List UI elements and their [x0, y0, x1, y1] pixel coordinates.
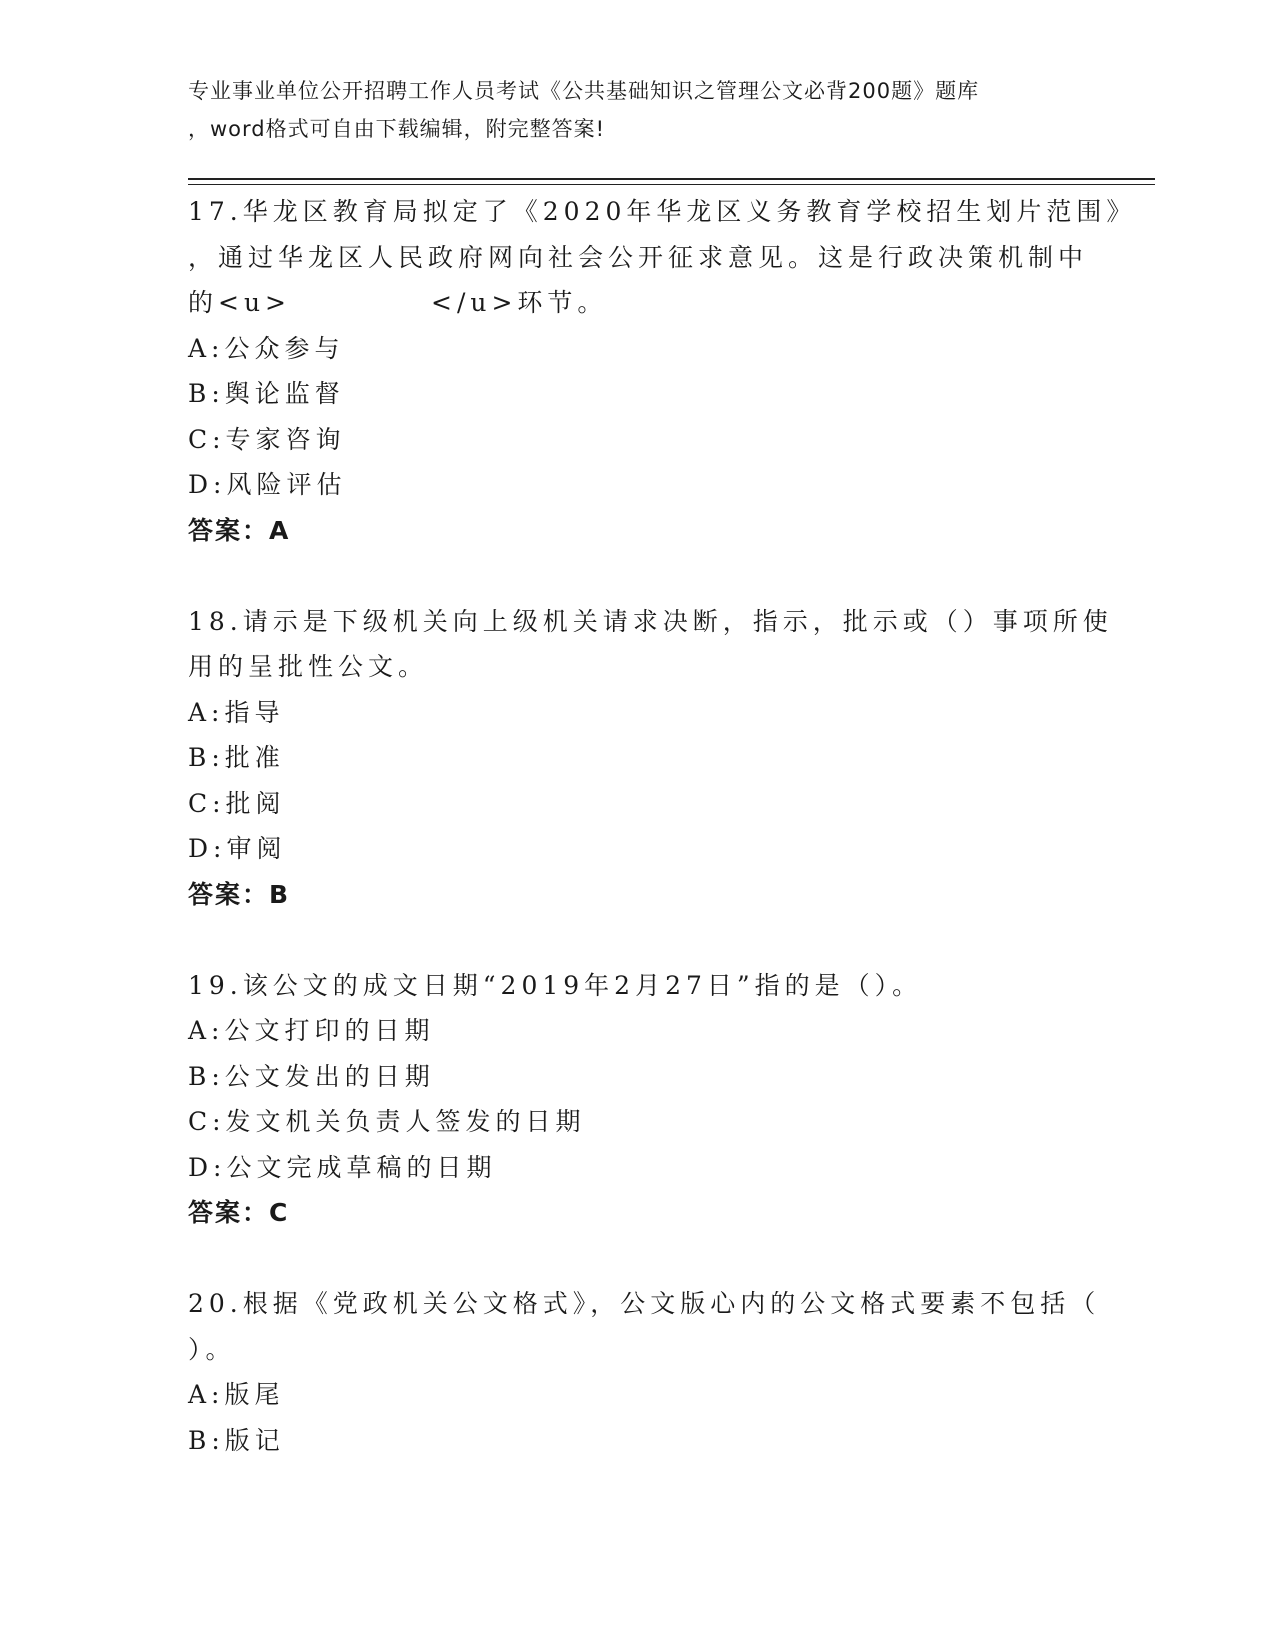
question-20: [188, 1281, 1101, 1463]
option-b: B:版记: [188, 1425, 285, 1455]
option-a: A:指导: [188, 697, 285, 727]
option-b: B:批准: [188, 743, 285, 772]
document-header: [188, 72, 1088, 148]
option-d: D:公文完成草稿的日期: [188, 1152, 497, 1182]
question-stem-line: 用的呈批性公文。: [188, 652, 429, 681]
option-b: B:公文发出的日期: [188, 1061, 435, 1091]
header-divider-thin: [188, 184, 1155, 185]
header-subtitle-line: ，word格式可自由下载编辑，附完整答案!: [188, 117, 606, 141]
question-stem-fragment: </u>环节。: [431, 288, 608, 317]
question-17: [188, 189, 1137, 553]
option-c: C:发文机关负责人签发的日期: [188, 1107, 586, 1136]
question-stem-fragment: 的<u>: [188, 288, 291, 317]
option-a: A:公文打印的日期: [188, 1016, 435, 1045]
question-18: [188, 599, 1113, 918]
answer-line: 答案：A: [188, 515, 291, 545]
option-d: D:审阅: [188, 834, 287, 863]
option-a: A:公众参与: [188, 333, 345, 363]
option-c: C:专家咨询: [188, 424, 346, 454]
question-stem-line: 19.该公文的成文日期“2019年2月27日”指的是（）。: [188, 970, 923, 1000]
question-19: [188, 963, 1088, 1236]
option-a: A:版尾: [188, 1380, 285, 1409]
question-stem-line: 18.请示是下级机关向上级机关请求决断，指示，批示或（）事项所使: [188, 606, 1113, 636]
question-list: [188, 189, 1137, 1509]
header-title-line: 专业事业单位公开招聘工作人员考试《公共基础知识之管理公文必背200题》题库: [188, 79, 980, 103]
option-d: D:风险评估: [188, 470, 347, 499]
question-stem-line: 17.华龙区教育局拟定了《2020年华龙区义务教育学校招生划片范围》: [188, 197, 1137, 226]
answer-line: 答案：B: [188, 879, 291, 909]
header-divider-thick: [188, 178, 1155, 180]
question-stem-line: 20.根据《党政机关公文格式》，公文版心内的公文格式要素不包括（: [188, 1289, 1101, 1318]
option-c: C:批阅: [188, 788, 286, 818]
question-stem-line: ，通过华龙区人民政府网向社会公开征求意见。这是行政决策机制中: [188, 242, 1089, 272]
question-stem-line: [188, 280, 1088, 326]
answer-line: 答案：C: [188, 1198, 290, 1227]
option-b: B:舆论监督: [188, 379, 345, 408]
question-stem-line: ）。: [188, 1334, 236, 1364]
